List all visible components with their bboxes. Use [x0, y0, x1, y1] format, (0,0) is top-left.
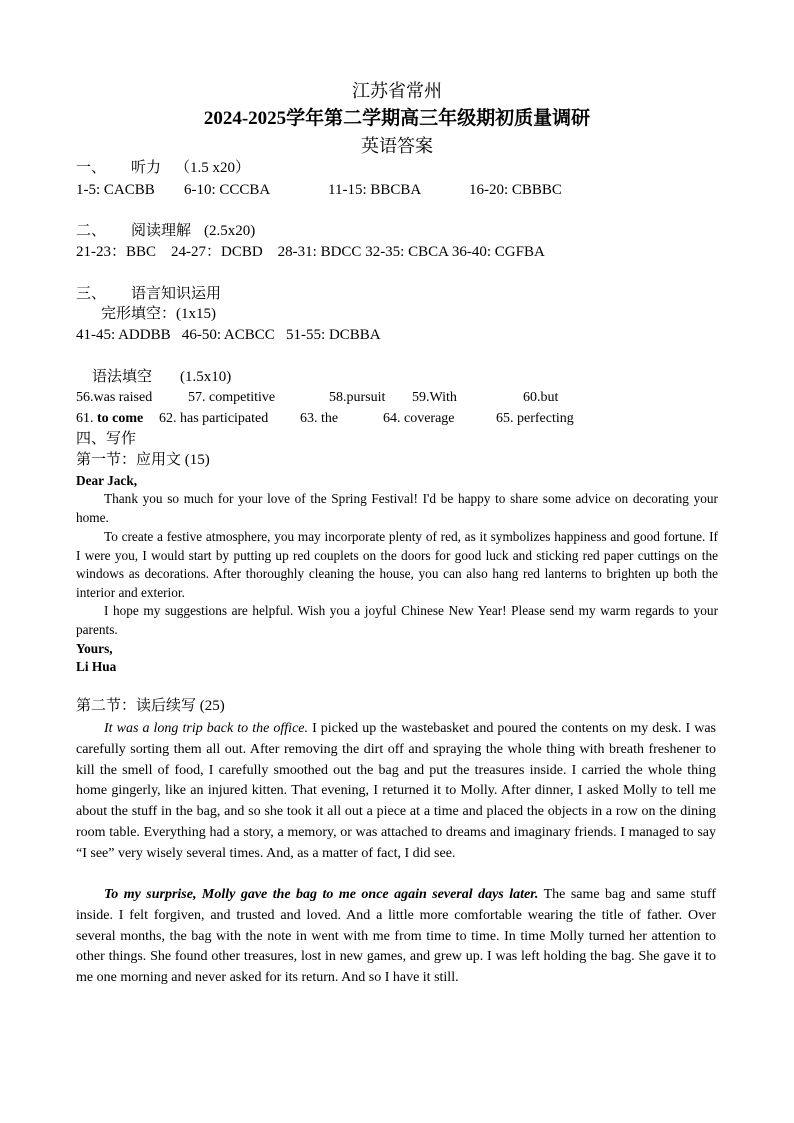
listening-answers-4: 16-20: CBBBC	[469, 182, 562, 198]
letter-paragraph-2: To create a festive atmosphere, you may incorporate plenty of red, as it symbolizes happiness and good fortune. If I were you, I would start by putting up red couplets on the doors for good luck and sticking red paper cuttings on the windows as decorations. After thoroughly cleaning the house, you can also hang red lanterns to brighten up both the interior and exterior.	[76, 529, 718, 600]
grammar-answer-56: 56.was raised	[76, 390, 153, 405]
cloze-heading: 完形填空：(1x15)	[101, 306, 216, 322]
grammar-heading: 语法填空	[92, 369, 153, 385]
language-heading-num: 三、	[76, 286, 107, 302]
cloze-answers: 41-45: ADDBB 46-50: ACBCC 51-55: DCBBA	[76, 327, 381, 343]
grammar-answer-61	[76, 412, 143, 426]
grammar-answer-65: 65. perfecting	[496, 411, 574, 426]
story-paragraph-1-body: I picked up the wastebasket and poured the contents on my desk. I was carefully sorting them all out. After removing the dirt off and spraying the whole thing with breath freshener to kill the smell of food, I carefully smoothed out the bag and put the treasures inside. I carried the whole thing home gingerly, like an injured kitten. That evening, I returned it to Molly. After dinner, I asked Molly to tell me about the stuff in the bag, and so she took it all out a piece at a time and placed the objects in a row on the dining room table. Everything had a story, a memory, or was attached to dreams and imaginary friends. I managed to say “I see” very wisely several times. And, as a matter of fact, I did see.	[76, 721, 716, 861]
listening-heading: 听力	[131, 160, 162, 176]
doc-title-region: 江苏省常州	[352, 81, 442, 101]
letter-signature: Li Hua	[76, 659, 117, 674]
writing-section1-heading: 第一节：应用文 (15)	[76, 452, 210, 468]
story-paragraph-2	[76, 885, 716, 989]
grammar-answer-59: 59.With	[412, 390, 457, 405]
listening-answers-2: 6-10: CCCBA	[184, 182, 271, 198]
grammar-answer-61-num: 61.	[76, 411, 94, 426]
listening-answers-3: 11-15: BBCBA	[328, 182, 422, 198]
listening-heading-num: 一、	[76, 160, 107, 176]
grammar-score: (1.5x10)	[180, 369, 232, 385]
language-heading: 语言知识运用	[131, 286, 222, 302]
letter-closing: Yours,	[76, 641, 113, 656]
letter-salutation: Dear Jack,	[76, 473, 138, 488]
grammar-answer-60: 60.but	[523, 390, 559, 405]
listening-score: （1.5 x20）	[175, 160, 251, 176]
listening-answers-1: 1-5: CACBB	[76, 182, 155, 198]
reading-score: (2.5x20)	[204, 223, 256, 239]
grammar-answer-62: 62. has participated	[159, 411, 269, 426]
doc-title-exam: 2024-2025学年第二学期高三年级期初质量调研	[203, 108, 591, 129]
grammar-answer-64: 64. coverage	[383, 411, 455, 426]
grammar-answer-58: 58.pursuit	[329, 390, 386, 405]
reading-heading-num: 二、	[76, 223, 107, 239]
grammar-answer-57: 57. competitive	[188, 390, 276, 405]
doc-title-subject: 英语答案	[361, 136, 433, 156]
story-paragraph-1-lead: It was a long trip back to the office.	[104, 721, 309, 736]
letter-paragraph-3: I hope my suggestions are helpful. Wish you a joyful Chinese New Year! Please send my warm regards to your parents.	[76, 603, 718, 637]
writing-section2-heading: 第二节：读后续写 (25)	[76, 698, 225, 714]
story-paragraph-2-body: The same bag and same stuff inside. I felt forgiven, and trusted and loved. And a little more comfortable wearing the title of father. Over several months, the bag with the note in went with me from time to time. In time Molly turned her attention to other things. She found other treasures, lost in new games, and grew up. I was left holding the bag. She gave it to me one morning and never asked for its return. And so I have it still.	[76, 887, 717, 986]
reading-answers: 21-23：BBC 24-27：DCBD 28-31: BDCC 32-35: CBCA 36-40: CGFBA	[76, 244, 545, 260]
reading-heading: 阅读理解	[131, 223, 192, 239]
story-paragraph-2-lead: To my surprise, Molly gave the bag to me once again several days later.	[104, 887, 539, 902]
grammar-answer-61-value: to come	[97, 411, 144, 426]
letter-paragraph-1: Thank you so much for your love of the Spring Festival! I'd be happy to share some advice on decorating your home.	[76, 491, 718, 525]
story-paragraph-1	[76, 719, 716, 865]
grammar-answer-63: 63. the	[300, 411, 339, 426]
writing-heading: 四、写作	[76, 431, 137, 447]
